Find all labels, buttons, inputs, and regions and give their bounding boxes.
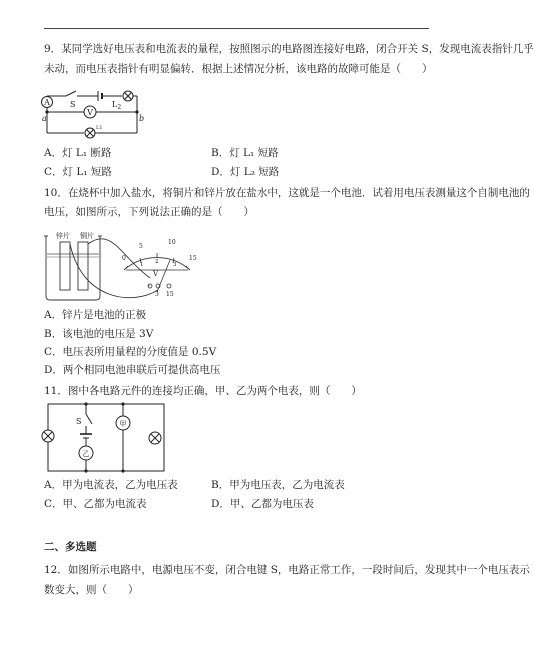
q10-battery-voltmeter-figure bbox=[42, 230, 207, 302]
q10-tick-3: 3 bbox=[173, 262, 177, 268]
q10-stem-line1: 10．在烧杯中加入盐水，将铜片和锌片放在盐水中，这就是一个电池．试着用电压表测量这个自制电池的 bbox=[44, 187, 530, 199]
q9-node-a-label: a bbox=[42, 114, 47, 123]
q9-option-c: C．灯 L₁ 短路 bbox=[44, 166, 112, 178]
q9-ammeter-label: A bbox=[44, 98, 50, 107]
q9-stem-line2: 未动，而电压表指针有明显偏转．根据上述情况分析，该电路的故障可能是（ ） bbox=[44, 63, 433, 75]
section-heading-multiple-choice: 二、多选题 bbox=[44, 541, 97, 553]
q10-copper-label: 铜片 bbox=[80, 232, 94, 240]
q10-tick-10: 10 bbox=[168, 239, 176, 246]
q10-stem-line2: 电压，如图所示，下列说法正确的是（ ） bbox=[44, 206, 254, 218]
q11-meter-yi-label: 乙 bbox=[82, 450, 90, 458]
q10-tick-5: 5 bbox=[139, 243, 143, 250]
q9-stem-line1: 9．某同学选好电压表和电流表的量程，按照图示的电路图连接好电路，闭合开关 S，发现电流表指针几乎 bbox=[44, 43, 534, 55]
q10-tick-2: 2 bbox=[155, 259, 159, 265]
q10-option-d: D．两个相同电池串联后可提供高电压 bbox=[44, 364, 221, 376]
q11-circuit-diagram bbox=[42, 400, 172, 475]
q11-option-a: A．甲为电流表，乙为电压表 bbox=[44, 479, 178, 491]
q11-meter-jia-label: 甲 bbox=[119, 420, 127, 428]
q11-stem-line1: 11．图中各电路元件的连接均正确，甲、乙为两个电表，则（ ） bbox=[44, 385, 362, 397]
q9-option-b: B．灯 L₁ 短路 bbox=[211, 147, 279, 159]
q9-l1-label: L1 bbox=[96, 125, 103, 131]
q9-option-a: A．灯 L₁ 断路 bbox=[44, 147, 112, 159]
q10-terminal-minus: - bbox=[148, 282, 151, 290]
q9-node-b-label: b bbox=[139, 114, 145, 123]
q11-option-c: C．甲、乙都为电流表 bbox=[44, 498, 147, 510]
q10-terminal-3: 3 bbox=[155, 291, 159, 298]
q10-voltmeter-symbol: V bbox=[153, 270, 159, 278]
q12-stem-line1: 12．如图所示电路中，电源电压不变，闭合电键 S，电路正常工作，一段时间后，发现其中一个电压表示 bbox=[44, 564, 530, 576]
q10-tick-1: 1 bbox=[140, 262, 144, 268]
q10-tick-15: 15 bbox=[189, 255, 197, 262]
q9-l2-label: $L_2$ bbox=[112, 100, 122, 111]
q12-stem-line2: 数变大，则（ ） bbox=[44, 584, 139, 596]
q10-zinc-label: 锌片 bbox=[56, 232, 70, 240]
q11-option-d: D．甲、乙都为电压表 bbox=[211, 498, 314, 510]
q10-option-a: A．锌片是电池的正极 bbox=[44, 309, 147, 321]
q9-circuit-diagram bbox=[42, 86, 145, 142]
header-rule bbox=[44, 28, 429, 29]
q9-switch-label: S bbox=[70, 100, 76, 109]
q10-option-b: B．该电池的电压是 3V bbox=[44, 328, 154, 340]
q9-option-d: D．灯 L₂ 短路 bbox=[211, 166, 280, 178]
q9-voltmeter-label: V bbox=[87, 108, 93, 117]
q11-switch-label: S bbox=[76, 417, 82, 426]
q10-option-c: C．电压表所用量程的分度值是 0.5V bbox=[44, 346, 217, 358]
q10-tick-0: 0 bbox=[122, 255, 126, 262]
q10-terminal-15: 15 bbox=[166, 291, 174, 298]
q11-option-b: B．甲为电压表，乙为电流表 bbox=[211, 479, 345, 491]
